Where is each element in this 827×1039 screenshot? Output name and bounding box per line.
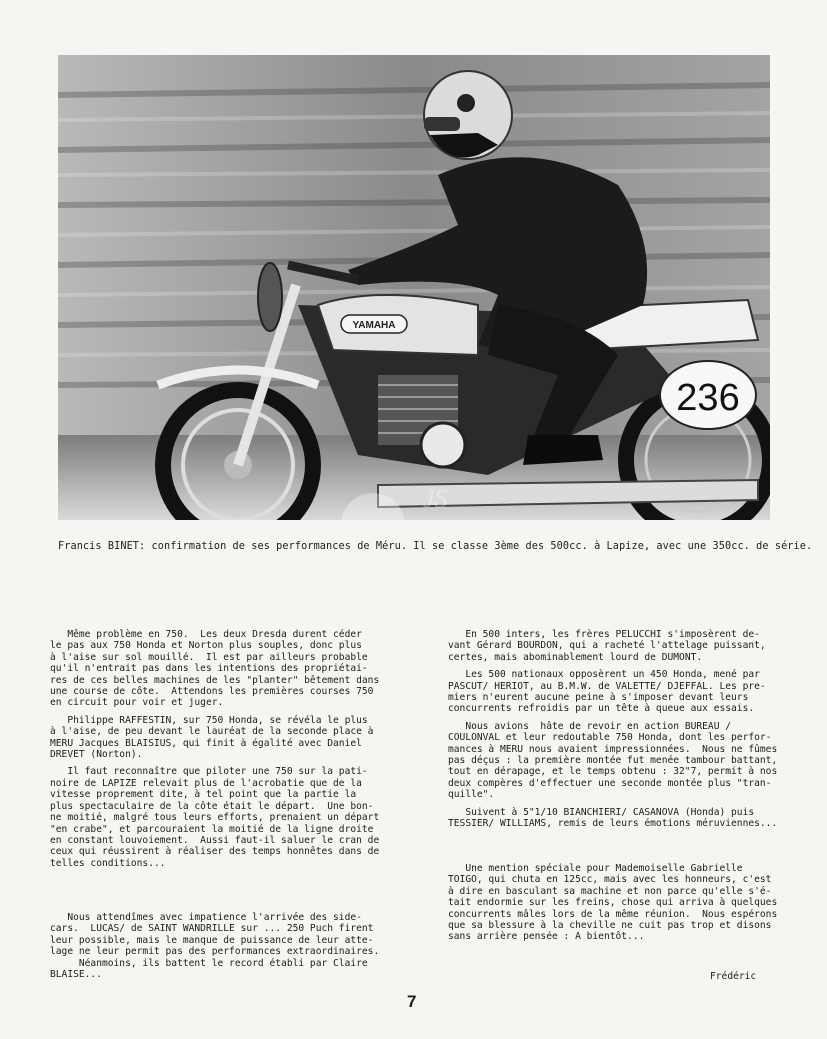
paragraph-500-nationaux: Les 500 nationaux opposèrent un 450 Honda, mené par PASCUT/ HERIOT, au B.M.W. de VALETTE/ DJEFFAL. Les pre- miers n'eurent aucune peine à s'imposer devant leurs concurrents refroidis par un tête à queue aux essais.: [448, 669, 766, 715]
article-sidecars-section: [50, 912, 396, 986]
paragraph-750-class: Même problème en 750. Les deux Dresda durent céder le pas aux 750 Honda et Norton plus souples, donc plus à l'aise sur sol mouillé. Il est par ailleurs probable qu'il n'entrait pas dans les intentions des propriétai- res de ces belles machines de les "planter" bêtement dans une course de côte. Attendons les premières courses 750 en circuit pour voir et juger.: [50, 629, 380, 709]
race-number: 236: [676, 377, 740, 419]
race-photo: [58, 55, 770, 520]
paragraph-sidecars: Nous attendîmes avec impatience l'arrivée des side- cars. LUCAS/ de SAINT WANDRILLE sur ... 250 Puch firent leur possible, mais le manque de puissance de leur atte- lage ne leur permit pas des performances extraordinaires. Néanmoins, ils battent le record établi par Claire BLAISE...: [50, 912, 380, 981]
paragraph-mention-toigo: Une mention spéciale pour Mademoiselle Gabrielle TOIGO, qui chuta en 125cc, mais avec les honneurs, c'est à dire en basculant sa machine et non parce qu'elle s'é- tait endormie sur les freins, chose qui arriva à quelques concurrents mâles lors de la même réunion. Nous espérons que sa blessure à la cheville ne cuit pas trop et disons sans arrière pensée : A bientôt...: [448, 863, 778, 943]
paragraph-bureau-coulonval: Nous avions hâte de revoir en action BUREAU / COULONVAL et leur redoutable 750 Honda, dont les perfor- mances à MERU nous avaient impressionnées. Nous ne fûmes pas déçus : la première montée fut menée tambour battant, tout en dérapage, et le temps obtenu : 32"7, permit à nos deux compères d'effectuer une seconde montée plus "tran- quille".: [448, 720, 778, 801]
author-signature: Frédéric: [710, 971, 757, 982]
article-right-column: [448, 629, 794, 836]
paragraph-500-inters: En 500 inters, les frères PELUCCHI s'imposèrent de- vant Gérard BOURDON, qui a racheté l'attelage puissant, certes, mais abominablement lourd de DUMONT.: [448, 629, 766, 663]
paragraph-bianchieri: Suivent à 5"1/10 BIANCHIERI/ CASANOVA (Honda) puis TESSIER/ WILLIAMS, remis de leurs émotions méruviennes...: [448, 806, 778, 830]
paragraph-raffestin: Philippe RAFFESTIN, sur 750 Honda, se révéla le plus à l'aise, de peu devant le lauréat de la seconde place à MERU Jacques BLAISIUS, qui finit à égalité avec Daniel DREVET (Norton).: [50, 714, 374, 761]
paragraph-lapize: Il faut reconnaître que piloter une 750 sur la pati- noire de LAPIZE relevait plus de l'acrobatie que de la vitesse proprement dite, à tel point que la partie la plus spectaculaire de la côte était le départ. Une bon- ne moitié, malgré tous leurs efforts, prenaient un départ "en crabe", et parcouraient la moitié de la ligne droite en constant louvoiement. Aussi faut-il saluer le cran de ceux qui réussirent à réaliser des temps honnêtes dans de telles conditions...: [50, 766, 380, 869]
svg-text:JS: JS: [423, 484, 448, 513]
article-left-column: [50, 629, 396, 875]
article-mention-section: [448, 863, 794, 949]
photo-caption: Francis BINET: confirmation de ses performances de Méru. Il se classe 3ème des 500cc. à Lapize, avec une 350cc. de série.: [58, 541, 813, 552]
tank-brand-logo: YAMAHA: [352, 320, 396, 331]
page-number: 7: [407, 992, 417, 1011]
